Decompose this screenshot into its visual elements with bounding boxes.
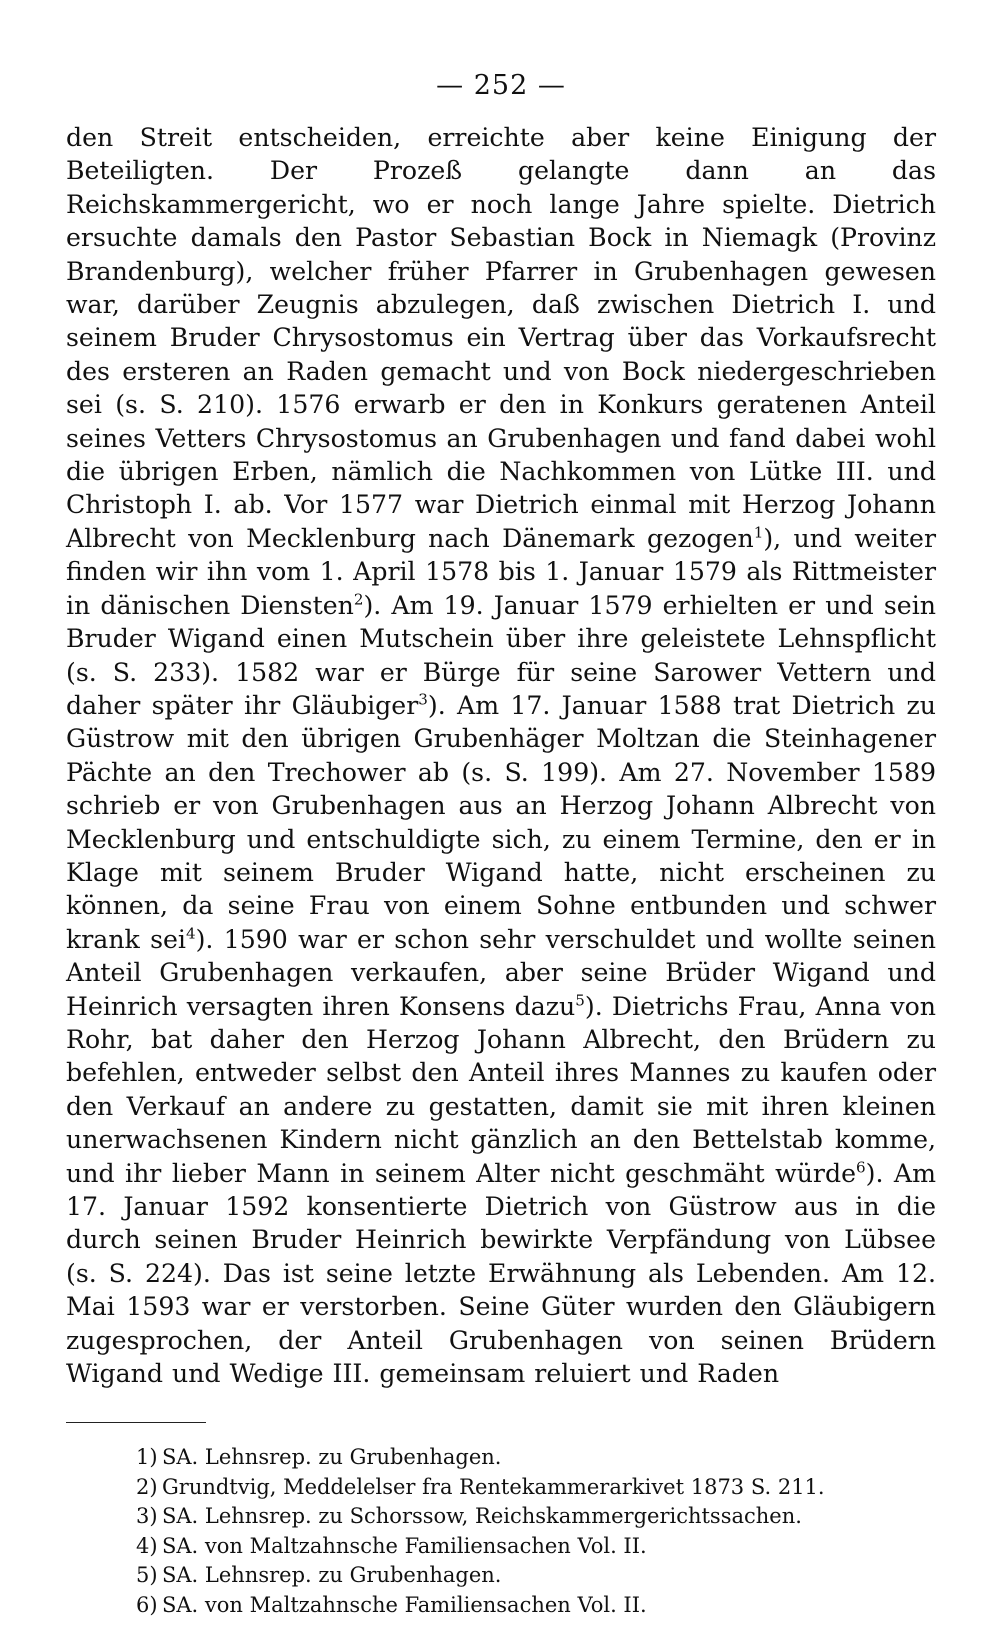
footnote-marker: 2) xyxy=(136,1474,158,1499)
body-paragraph xyxy=(66,121,936,1390)
footnote-marker: 1) xyxy=(136,1445,158,1470)
footnote-ref: 1 xyxy=(753,523,764,542)
body-text-segment: ). Am 19. Januar 1579 erhielten er und sein Bruder Wigand einen Mutschein über ihre geleistete Lehnspflicht (s. S. 233). 1582 war er Bürge für seine Sarower Vettern und daher später ihr Gläubiger xyxy=(66,590,936,720)
footnote-ref: 5 xyxy=(575,991,585,1010)
footnote-text: SA. Lehnsrep. zu Grubenhagen. xyxy=(162,1445,502,1470)
footnote-ref: 6 xyxy=(856,1158,866,1177)
book-page xyxy=(66,70,936,1620)
footnote-text: SA. von Maltzahnsche Familiensachen Vol. II. xyxy=(162,1592,647,1617)
footnote xyxy=(136,1532,936,1562)
footnote-text: SA. von Maltzahnsche Familiensachen Vol. II. xyxy=(162,1533,647,1558)
page-number: — 252 — xyxy=(436,70,566,101)
body-text-segment: den Streit entscheiden, erreichte aber keine Einigung der Beteiligten. Der Prozeß gelangte dann an das Reichskammergericht, wo er noch lange Jahre spielte. Dietrich ersuchte damals den Pastor Sebastian Bock in Niemagk (Provinz Brandenburg), welcher früher Pfarrer in Grubenhagen gewesen war, darüber Zeugnis abzulegen, daß zwischen Dietrich I. und seinem Bruder Chrysostomus ein Vertrag über das Vorkaufsrecht des ersteren an Raden gemacht und von Bock niedergeschrieben sei (s. S. 210). 1576 erwarb er den in Konkurs geratenen Anteil seines Vetters Chrysostomus an Grubenhagen und fand dabei wohl die übrigen Erben, nämlich die Nachkommen von Lütke III. und Christoph I. ab. Vor 1577 war Dietrich einmal mit Herzog Johann Albrecht von Mecklenburg nach Dänemark gezogen xyxy=(66,123,936,553)
body-text-segment: ). 1590 war er schon sehr verschuldet und wollte seinen Anteil Grubenhagen verkaufen, aber seine Brüder Wigand und Heinrich versagten ihren Konsens dazu xyxy=(66,924,936,1021)
footnote-ref: 4 xyxy=(185,924,196,943)
footnote-text: Grundtvig, Meddelelser fra Rentekammerarkivet 1873 S. 211. xyxy=(162,1474,825,1499)
footnote xyxy=(136,1473,936,1503)
body-text-segment: ). Am 17. Januar 1588 trat Dietrich zu Güstrow mit den übrigen Grubenhäger Moltzan die Steinhagener Pächte an den Trechower ab (s. S. 199). Am 27. November 1589 schrieb er von Grubenhagen aus an Herzog Johann Albrecht von Mecklenburg und entschuldigte sich, zu einem Termine, den er in Klage mit seinem Bruder Wigand hatte, nicht erscheinen zu können, da seine Frau von einem Sohne entbunden und schwer krank sei xyxy=(66,690,936,954)
footnote-marker: 5) xyxy=(136,1563,158,1588)
footnote-text: SA. Lehnsrep. zu Schorssow, Reichskammergerichtssachen. xyxy=(162,1504,802,1529)
footnote-marker: 4) xyxy=(136,1533,158,1558)
body-text-segment: ). Dietrichs Frau, Anna von Rohr, bat daher den Herzog Johann Albrecht, den Brüdern zu befehlen, entweder selbst den Anteil ihres Mannes zu kaufen oder den Verkauf an andere zu gestatten, damit sie mit ihren kleinen unerwachsenen Kindern nicht gänzlich an den Bettelstab komme, und ihr lieber Mann in seinem Alter nicht geschmäht würde xyxy=(66,991,936,1188)
footnote xyxy=(136,1591,936,1621)
footnote-marker: 6) xyxy=(136,1592,158,1617)
body-text-segment: ), und weiter finden wir ihn vom 1. April 1578 bis 1. Januar 1579 als Rittmeister in dänischen Diensten xyxy=(66,523,936,620)
footnote xyxy=(136,1443,936,1473)
body-text-segment: ). Am 17. Januar 1592 konsentierte Dietrich von Güstrow aus in die durch seinen Bruder Heinrich bewirkte Verpfändung von Lübsee (s. S. 224). Das ist seine letzte Erwähnung als Lebenden. Am 12. Mai 1593 war er verstorben. Seine Güter wurden den Gläubigern zugesprochen, der Anteil Grubenhagen von seinen Brüdern Wigand und Wedige III. gemeinsam reluiert und Raden xyxy=(66,1158,936,1389)
footnote-marker: 3) xyxy=(136,1504,158,1529)
footnotes xyxy=(136,1443,936,1620)
footnote-ref: 2 xyxy=(353,590,364,609)
footnote xyxy=(136,1502,936,1532)
footnote-text: SA. Lehnsrep. zu Grubenhagen. xyxy=(162,1563,502,1588)
footnote-separator xyxy=(66,1422,206,1423)
footnote xyxy=(136,1561,936,1591)
footnote-ref: 3 xyxy=(418,690,428,709)
